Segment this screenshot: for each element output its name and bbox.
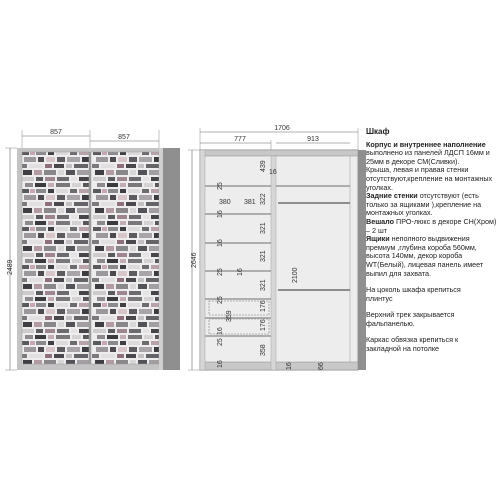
dim-col-381: 381 [244,199,256,206]
dim-bottom-66: 66 [318,362,325,370]
body-heading: Корпус и внутреннее наполнение [366,139,486,149]
dim-col-380: 380 [219,199,231,206]
dim-rail-height: 2100 [292,267,299,283]
dim-drawer-176-b: 176 [260,319,267,331]
dim-drawer-16: 16 [217,327,224,335]
dim-drawer-25: 25 [217,296,224,304]
dim-bottom-16-b: 16 [217,360,224,368]
track-note: Верхний трек закрывается фальпанелью. [366,310,455,328]
dim-bottom-16: 16 [286,362,293,370]
notes-title: Шкаф [366,127,390,136]
back-heading: Задние стенки [366,191,418,201]
frame-note: Каркас обвязка крепиться к закладной на потолке [366,335,459,354]
specification-notes [366,128,498,362]
dim-h-321-b: 321 [260,250,267,262]
door-right [91,152,159,364]
dim-drawer-176-a: 176 [260,300,267,312]
dim-gap-25-top: 25 [217,182,224,190]
dim-top-shelf: 439 [260,160,267,172]
interior-elevation [200,150,366,370]
drawers-heading: Ящики [366,234,390,244]
dim-h-322: 322 [260,193,267,205]
dim-height-right: 2646 [191,252,198,268]
dim-gap-25-c: 25 [217,338,224,346]
dim-door2: 857 [118,134,130,141]
dim-h-321-c: 321 [260,279,267,291]
dim-h-321-a: 321 [260,222,267,234]
door-elevation [17,148,180,370]
notes-body: Корпус и внутреннее наполнение выполнено из панелей ЛДСП 16мм и 25мм в декоре СМ(Сливки). Крыша, левая и правая стенки отсутствуют,крепление на монтажных уголках. Задние стенки отсутствуют (есть только за ящиками ),крепление на монтажных уголках. Вешало ПРО-люкс в декоре СН(Хром) – 2 шт Ящики неполного выдвижения премиум ,глубина короба 560мм, высота 140мм, декор короба WT(Белый), лицевая панель имеет выпил для захвата. [366,139,497,278]
dim-side-16-c: 16 [237,268,244,276]
dim-right-section: 913 [307,136,319,143]
dim-total-width: 1706 [274,125,290,132]
dim-gap-25-b: 25 [217,268,224,276]
wall-section-right [358,150,366,370]
dim-side-16-b: 16 [217,239,224,247]
dim-drawer-359: 359 [226,310,233,322]
dim-left-section: 777 [234,136,246,143]
dim-door1: 857 [50,129,62,136]
door-left [22,152,89,364]
dim-height-left: 2489 [7,259,14,275]
dim-bottom-358: 358 [260,344,267,356]
wall-section [163,148,180,370]
dim-side-16-top: 16 [269,169,277,176]
hanger-heading: Вешало [366,216,395,226]
dim-side-16-mid: 16 [217,210,224,218]
plinth-note: На цоколь шкафа крепиться плинтус [366,285,461,303]
